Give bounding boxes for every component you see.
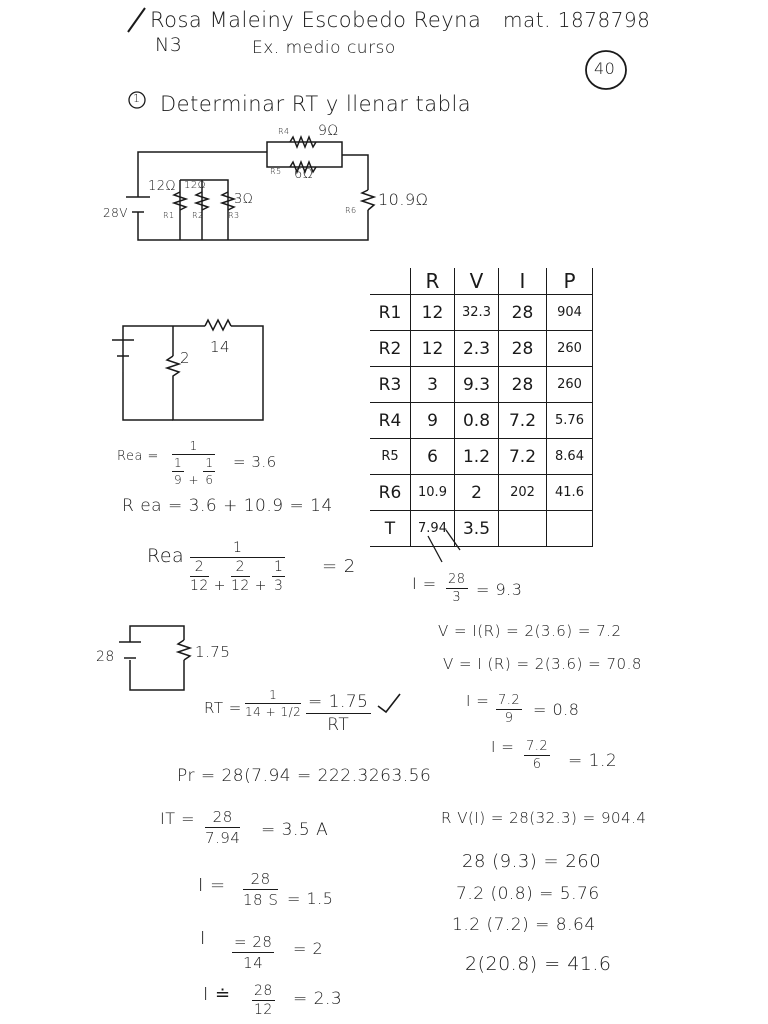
req1-numerator: 1 <box>172 439 215 455</box>
table-row <box>370 403 593 439</box>
table-cell: T <box>370 511 411 547</box>
simplified-circuit-diagram <box>112 320 263 420</box>
right-i-fraction <box>446 572 468 605</box>
r2-tag: R2 <box>192 211 204 220</box>
table-cell: R1 <box>370 295 411 331</box>
table-cell: 28 <box>499 367 547 403</box>
req1-result: = 3.6 <box>233 453 277 471</box>
req1-a-fraction <box>172 456 184 487</box>
table-cell: 28 <box>499 295 547 331</box>
table-cell <box>499 511 547 547</box>
req1-b-den: 6 <box>205 473 214 487</box>
right-i-label: I = <box>412 574 437 593</box>
table-cell: 3 <box>411 367 455 403</box>
table-header-v: V <box>455 268 499 295</box>
req3-b-den: 12 <box>230 578 250 594</box>
rt-denominator: 14 + 1/2 <box>245 705 302 719</box>
table-row <box>370 367 593 403</box>
i2-label: I <box>200 928 206 949</box>
table-cell: 9 <box>411 403 455 439</box>
req3-numerator: 1 <box>190 540 285 558</box>
req1-denominator: $\frac{1}{9}$ + $\frac{1}{6}$ <box>174 456 214 487</box>
it-denominator: 7.94 <box>205 829 241 847</box>
i1-result: = 1.5 <box>287 889 334 908</box>
i3-numerator: 28 <box>254 983 273 999</box>
table-cell: 10.9 <box>411 475 455 511</box>
req3-label: Rea <box>147 545 185 567</box>
i2-numerator: = 28 <box>234 933 273 951</box>
req1-b-fraction <box>203 456 215 487</box>
table-cell: 1.2 <box>455 439 499 475</box>
student-id: mat. 1878798 <box>503 8 651 32</box>
i3-result: = 2.3 <box>293 989 343 1009</box>
r2-value: 12Ω <box>184 180 206 191</box>
problem-title: Determinar RT y llenar tabla <box>160 92 472 116</box>
battery-voltage: 28V <box>103 206 128 220</box>
i5-result: = 1.2 <box>568 751 618 771</box>
table-cell <box>547 511 593 547</box>
it-numerator: 28 <box>205 808 240 828</box>
r5-tag: R5 <box>270 167 282 176</box>
student-name: Rosa Maleiny Escobedo Reyna <box>150 8 482 32</box>
i4-result: = 0.8 <box>533 700 580 719</box>
req3-a-den: 12 <box>190 578 209 594</box>
i3-fraction <box>252 983 275 1018</box>
right-i-numerator: 28 <box>448 572 466 587</box>
r6-tag: R6 <box>345 206 357 215</box>
table-cell: 6 <box>411 439 455 475</box>
rt-fraction <box>245 688 301 719</box>
table-cell: 260 <box>547 367 593 403</box>
table-cell: 7.2 <box>499 439 547 475</box>
req3-c-den: 3 <box>273 578 284 594</box>
req1-b-num: 1 <box>205 456 214 470</box>
i4-denominator: 9 <box>504 711 514 726</box>
exam-label: Ex. medio curso <box>252 38 396 58</box>
it-result: = 3.5 A <box>261 820 329 840</box>
r4-value: 9Ω <box>318 123 339 139</box>
grade-value: 40 <box>594 59 616 78</box>
total-resistance-value: 1.75 <box>195 643 231 661</box>
req3-c-fraction <box>272 559 285 594</box>
table-cell: 32.3 <box>455 295 499 331</box>
it-label: IT = <box>160 809 195 828</box>
rt-result-value: = 1.75 <box>308 692 369 712</box>
table-cell: 5.76 <box>547 403 593 439</box>
req3-fraction <box>190 540 285 594</box>
req3-result: = 2 <box>322 556 356 577</box>
req3-a-num: 2 <box>190 559 209 577</box>
simplified-left-value: 2 <box>180 349 191 367</box>
r5-value: 6Ω <box>294 167 314 182</box>
power-line-5: 2(20.8) = 41.6 <box>465 953 612 975</box>
req3-c-num: 1 <box>273 559 284 575</box>
i4-numerator: 7.2 <box>498 693 521 708</box>
r1-value: 12Ω <box>148 179 176 194</box>
table-cell: 12 <box>411 331 455 367</box>
power-line-2: 28 (9.3) = 260 <box>462 851 602 872</box>
power-line-3: 7.2 (0.8) = 5.76 <box>456 884 600 904</box>
i4-label: I = <box>466 692 490 710</box>
table-cell: 260 <box>547 331 593 367</box>
rt-numerator: 1 <box>245 688 301 704</box>
table-header-i: I <box>499 268 547 295</box>
i5-numerator: 7.2 <box>526 739 549 754</box>
total-source-value: 28 <box>96 649 115 665</box>
r6-resistor-symbol <box>362 190 374 210</box>
table-cell: 41.6 <box>547 475 593 511</box>
table-cell: 8.64 <box>547 439 593 475</box>
i2-result: = 2 <box>293 939 324 958</box>
right-i-result: = 9.3 <box>476 580 523 599</box>
req1-a-num: 1 <box>174 456 183 470</box>
table-header-r: R <box>411 268 455 295</box>
problem-number: 1 <box>133 92 141 105</box>
header-slash-mark <box>128 8 145 32</box>
table-cell: R2 <box>370 331 411 367</box>
table-cell: 7.94 <box>411 511 455 547</box>
i2-denominator: 14 <box>243 954 264 972</box>
table-row <box>370 295 593 331</box>
total-circuit-diagram <box>119 626 190 690</box>
table-cell: R3 <box>370 367 411 403</box>
i5-fraction <box>524 739 550 772</box>
table-cell: R4 <box>370 403 411 439</box>
power-line-4: 1.2 (7.2) = 8.64 <box>452 915 596 935</box>
results-table <box>370 268 593 547</box>
table-header-row <box>370 268 593 295</box>
table-row <box>370 439 593 475</box>
table-cell: 7.2 <box>499 403 547 439</box>
rt-result-fraction <box>306 692 371 735</box>
table-cell: 9.3 <box>455 367 499 403</box>
table-cell: 28 <box>499 331 547 367</box>
req3-a-fraction <box>190 559 209 594</box>
table-cell: 904 <box>547 295 593 331</box>
r6-value: 10.9Ω <box>378 190 429 209</box>
table-cell: 0.8 <box>455 403 499 439</box>
power-formula-line: R V(I) = 28(32.3) = 904.4 <box>441 809 647 827</box>
req3-denominator: $\frac{2}{12}$ + $\frac{2}{12}$ + $\frac{1}{3}$ <box>190 559 284 594</box>
req1-a-den: 9 <box>174 473 183 487</box>
i5-label: I = <box>491 738 515 756</box>
table-cell: 12 <box>411 295 455 331</box>
rt-label: RT = <box>204 699 242 717</box>
table-cell: 202 <box>499 475 547 511</box>
req3-b-num: 2 <box>231 559 250 577</box>
table-cell: R6 <box>370 475 411 511</box>
table-row <box>370 475 593 511</box>
i5-denominator: 6 <box>532 757 542 772</box>
table-header-blank <box>370 268 411 295</box>
right-i-denominator: 3 <box>452 590 462 605</box>
i4-fraction <box>496 693 522 726</box>
i1-denominator: 18 S <box>243 891 279 909</box>
group-label: N3 <box>155 34 183 56</box>
table-cell: R5 <box>370 439 411 475</box>
total-power-line: Pr = 28(7.94 = 222.3263.56 <box>177 766 432 786</box>
rt-result-label: RT <box>327 715 350 735</box>
req1-label: Rea = <box>117 449 159 464</box>
table-row <box>370 331 593 367</box>
req1-fraction <box>172 439 215 487</box>
table-header-p: P <box>547 268 593 295</box>
i3-label: I ≐ <box>203 984 231 1005</box>
check-mark <box>378 694 400 712</box>
i3-denominator: 12 <box>254 1002 273 1018</box>
req2-line: R ea = 3.6 + 10.9 = 14 <box>122 496 333 516</box>
r1-tag: R1 <box>163 211 175 220</box>
i1-label: I = <box>198 875 226 896</box>
i1-fraction <box>243 870 278 909</box>
table-cell: 2.3 <box>455 331 499 367</box>
i1-numerator: 28 <box>243 870 278 890</box>
voltage-line-1: V = I(R) = 2(3.6) = 7.2 <box>438 622 622 640</box>
table-cell: 2 <box>455 475 499 511</box>
table-row <box>370 511 593 547</box>
r3-tag: R3 <box>228 211 240 220</box>
table-cell: 3.5 <box>455 511 499 547</box>
req3-b-fraction <box>231 559 250 594</box>
r3-value: 3Ω <box>234 192 254 207</box>
voltage-line-2: V = I (R) = 2(3.6) = 70.8 <box>443 655 642 673</box>
i2-fraction <box>232 933 274 972</box>
simplified-top-value: 14 <box>210 338 231 356</box>
it-fraction <box>205 808 240 847</box>
r4-tag: R4 <box>278 127 290 136</box>
